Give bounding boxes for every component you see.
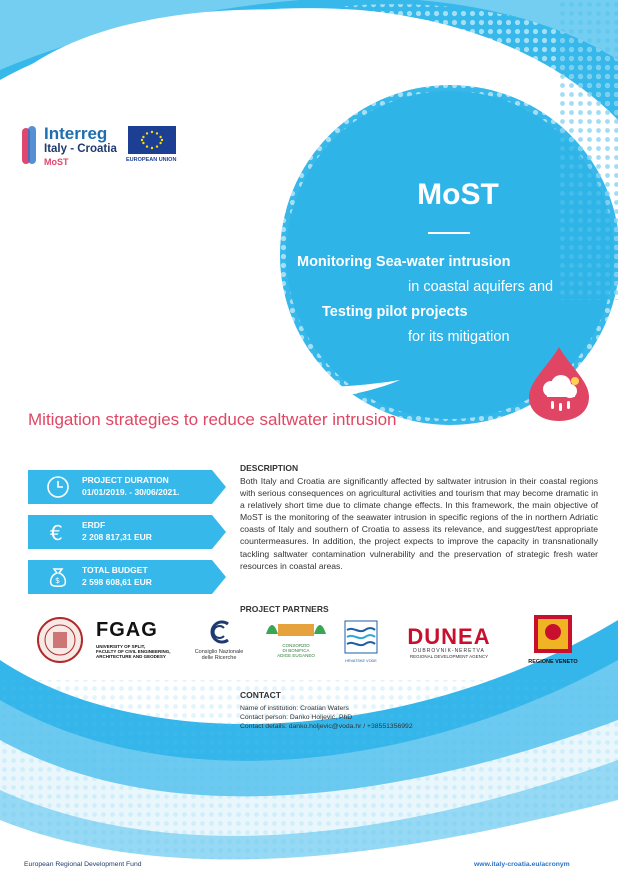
logo-acronym: MoST — [44, 157, 69, 167]
title-divider — [428, 232, 470, 234]
footer-fund: European Regional Development Fund — [24, 861, 142, 868]
partner-dunea — [400, 626, 498, 666]
dunea-sub-1: DUBROVNIK-NERETVA — [413, 648, 485, 654]
hero-line-4: for its mitigation — [408, 329, 510, 345]
card-value: 01/01/2019. - 30/06/2021. — [82, 487, 180, 497]
partner-cnr — [190, 620, 248, 668]
logo-program: Italy - Croatia — [44, 143, 117, 155]
consorzio-sub-1: DI BONIFICA — [282, 648, 310, 653]
card-erdf — [28, 515, 226, 549]
fgag-logo: FGAG — [96, 619, 158, 641]
card-value: 2 598 608,61 EUR — [82, 577, 152, 587]
hrvatske-vode-logo-icon — [344, 620, 378, 654]
euro-icon — [46, 520, 70, 544]
contact-details[interactable]: Contact details: danko.holjevic@voda.hr / +38551356992 — [240, 723, 413, 730]
logo-brand: Interreg — [44, 124, 108, 143]
hero-line-3: Testing pilot projects — [322, 304, 468, 320]
lion-of-venice-icon — [533, 614, 573, 654]
cnr-sub: delle Ricerche — [201, 655, 237, 661]
dunea-sub-2: REGIONAL DEVELOPMENT AGENCY — [409, 654, 489, 659]
project-title: MoST — [417, 178, 499, 211]
partners-heading: PROJECT PARTNERS — [240, 604, 329, 614]
consorzio-sub-2: ADIGE EUGANEO — [277, 653, 315, 658]
regione-veneto-name: REGIONE VENETO — [528, 659, 578, 665]
card-total-budget — [28, 560, 226, 594]
partner-fgag — [96, 620, 182, 668]
partner-university-seal — [36, 616, 84, 664]
svg-text:$: $ — [55, 576, 61, 585]
description-heading: DESCRIPTION — [240, 463, 299, 473]
footer-website-link[interactable]: www.italy-croatia.eu/acronym — [474, 861, 570, 868]
card-label: ERDF — [82, 520, 106, 530]
partner-regione-veneto — [524, 614, 582, 670]
svg-text:€: € — [50, 521, 63, 544]
hrvatske-vode-name: HRVATSKE VODE — [345, 659, 377, 663]
dunea-logo: DUNEA — [407, 624, 491, 649]
rain-drop-icon — [525, 345, 593, 423]
contact-person: Contact person: Danko Holjević, PhD — [240, 714, 353, 721]
hero-line-1: Monitoring Sea-water intrusion — [297, 254, 511, 270]
cnr-name: Consiglio Nazionale — [194, 649, 244, 655]
fgag-sub-2: FACULTY OF CIVIL ENGINEERING, — [96, 649, 171, 654]
card-project-duration — [28, 470, 226, 504]
fgag-sub-1: UNIVERSITY OF SPLIT, — [96, 644, 146, 649]
clock-icon — [46, 475, 70, 499]
partner-hrvatske-vode — [342, 620, 380, 666]
tagline: Mitigation strategies to reduce saltwater intrusion — [28, 410, 397, 429]
eu-label: EUROPEAN UNION — [126, 157, 177, 163]
card-label: PROJECT DURATION — [82, 475, 169, 485]
interreg-logo — [22, 124, 182, 170]
contact-heading: CONTACT — [240, 690, 281, 700]
description-text: Both Italy and Croatia are significantly affected by saltwater intrusion in their coastal regions with serious consequences on agricultural activities and tourism that may become dramatic in a relatively short time due to climate change effects. In this framework, the main objective of MoST is the monitoring of the seawater intrusion in specific regions of the in northern Adriatic coasts of Italy and southern of Croatia to assess its relevance, and suggest/test appropriate countermeasures. In addition, the project expects to improve the capacity in transnationally tackling saltwater contamination vulnerability and the preservation of strategic fresh water resources in coastal areas. — [240, 476, 598, 571]
consorzio-name: CONSORZIO — [282, 643, 310, 648]
interreg-mark-icon — [22, 126, 40, 166]
consorzio-logo-icon — [260, 620, 332, 638]
card-value: 2 208 817,31 EUR — [82, 532, 152, 542]
money-bag-icon — [46, 565, 70, 589]
cnr-logo-icon — [204, 620, 234, 644]
hero-line-2: in coastal aquifers and — [408, 279, 554, 295]
partner-consorzio — [260, 620, 332, 668]
fgag-sub-3: ARCHITECTURE AND GEODESY — [96, 654, 166, 659]
card-label: TOTAL BUDGET — [82, 565, 148, 575]
eu-flag-icon — [128, 126, 176, 154]
contact-institution: Name of institution: Croatian Waters — [240, 705, 349, 712]
university-seal-icon — [36, 616, 84, 664]
